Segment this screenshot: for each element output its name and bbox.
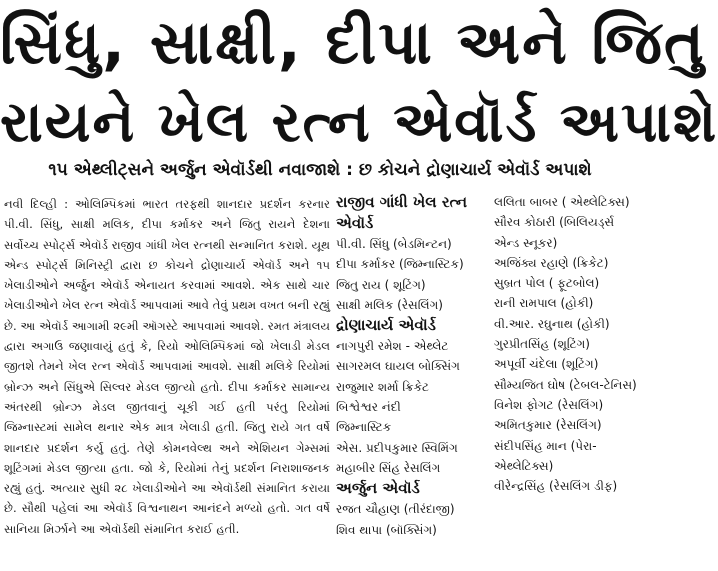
article-body <box>4 194 330 566</box>
list-item: જિતુ રાય ( શૂટિંગ) <box>336 277 426 292</box>
list-item: લલિતા બાબર ( એથ્લેટિક્સ) <box>494 195 630 209</box>
list-item: વિનેશ ફોગટ (રેસલિંગ) <box>494 397 604 412</box>
list-item: સાક્ષી મલિક (રેસલિંગ) <box>336 297 443 312</box>
list-item: અજિંક્ય રહાણે (ક્રિકેટ) <box>494 255 609 270</box>
list-item: રાજુમાર શર્મા ક્રિકેટ <box>336 379 430 394</box>
subheadline: ૧૫ એથ્લીટ્સને અર્જુન એવૉર્ડથી નવાજાશે : છ કોચને દ્રોણાચાર્ય એવૉર્ડ અપાશે <box>48 160 592 180</box>
list-item: સંદીપસિંહ માન (પેરા-એથ્લેટિક્સ) <box>494 438 597 473</box>
arjuna-heading: અર્જુન એવૉર્ડ <box>336 479 420 498</box>
list-item: એસ. પ્રદીપકુમાર સ્વિમિંગ <box>336 440 458 455</box>
list-item: શિવ થાપા (બૉક્સિંગ) <box>336 522 437 537</box>
awards-list-middle <box>336 192 488 540</box>
list-item: અમિતકુમાર (રેસલિંગ) <box>494 418 602 433</box>
list-item: રાની રામપાલ (હોકી) <box>494 296 594 311</box>
khel-ratna-heading: રાજીવ ગાંધી ખેલ રત્ન એવૉર્ડ <box>336 193 468 232</box>
list-item: પી.વી. સિંધુ (બેડમિન્ટન) <box>336 237 452 251</box>
dronacharya-heading: દ્રોણાચાર્ય એવૉર્ડ <box>336 316 436 335</box>
list-item: જિમ્નાસ્ટિક <box>336 420 392 435</box>
list-item: ગુરપ્રીતસિંહ (શૂટિંગ) <box>494 337 590 352</box>
list-item: દીપા કર્માકર (જિમ્નાસ્ટિક) <box>336 257 464 272</box>
list-item: સૌરવ કોઠારી (બિલિયર્ડ્સ એન્ડ સ્નૂકર) <box>494 215 615 250</box>
headline-line-1: સિંધુ, સાક્ષી, દીપા અને જિતુ <box>0 8 706 78</box>
headline-line-2: રાયને ખેલ રત્ન એવૉર્ડ અપાશે <box>0 90 718 155</box>
list-item: અપૂર્વી ચંદેલા (શૂટિંગ) <box>494 357 599 372</box>
awards-list-right <box>494 192 638 496</box>
list-item: નાગપુરી રમેશ - એથ્લેટ <box>336 339 449 354</box>
list-item: સૌમ્યજિત ઘોષ (ટેબલ-ટેનિસ) <box>494 377 637 392</box>
article-paragraph: નવી દિલ્હી : ઓલિમ્પિકમાં ભારત તરફથી શાનદાર પ્રદર્શન કરનાર પી.વી. સિંધુ, સાક્ષી મલિક, દીપા કર્માકર અને જિતુ રાયને દેશના સર્વોચ્ચ સ્પોર્ટ્સ એવૉર્ડ રાજીવ ગાંધી ખેલ રત્નથી સન્માનિત કરાશે. યૂથ એન્ડ સ્પોર્ટ્સ મિનિસ્ટ્રી દ્વારા છ કોચને દ્રોણાચાર્ય એવૉર્ડ અને ૧૫ ખેલાડીઓને અર્જુન એવૉર્ડ એનાયત કરવામાં આવશે. એક સાથે ચાર ખેલાડીઓને ખેલ રત્ન એવૉર્ડ આપવામાં આવે તેવું પ્રથમ વખત બની રહ્યું છે. આ એવૉર્ડ આગામી ૨૯મી ઑગસ્ટે આપવામાં આવશે. રમત મંત્રાલય દ્વારા અગાઉ જણાવાયું હતું કે, રિયો ઓલિમ્પિકમાં જો ખેલાડી મેડલ જીતશે તેમને ખેલ રત્ન એવૉર્ડ આપવામાં આવશે. સાક્ષી મલિકે રિયોમાં બ્રોન્ઝ અને સિંધુએ સિલ્વર મેડલ જીત્યો હતો. દીપા કર્માકર સામાન્ય અંતરથી બ્રોન્ઝ મેડલ જીતવાનું ચૂકી ગઈ હતી પરંતુ રિયોમાં જિમ્નાસ્ટમાં સામેલ થનાર એક માત્ર ખેલાડી હતી. જિતુ રાયે ગત વર્ષે શાનદાર પ્રદર્શન કર્યુ હતું. તેણે કોમનવેલ્થ અને એશિયન ગેમ્સમાં શૂટિંગમાં મેડલ જીત્યા હતા. જો કે, રિયોમાં તેનું પ્રદર્શન નિરાશાજનક રહ્યું હતું. અત્યાર સુધી ૨૮ ખેલાડીઓને આ એવૉર્ડથી સંમાનિત કરાયા છે. સૌથી પહેલાં આ એવૉર્ડ વિશ્વનાથન આનંદને મળ્યો હતો. ગત વર્ષે સાનિયા મિર્ઝાને આ એવૉર્ડથી સંમાનિત કરાઈ હતી. <box>4 197 330 536</box>
list-item: સાગરમલ ઘાયલ બોક્સિંગ <box>336 359 460 374</box>
list-item: સુબ્રત પોલ ( ફૂટબોલ) <box>494 276 600 291</box>
list-item: રજત ચૌહાણ (તીરંદાજી) <box>336 502 455 517</box>
list-item: મહાબીર સિંહ રેસલિંગ <box>336 460 441 475</box>
list-item: વી.આર. રઘુનાથ (હોકી) <box>494 316 610 331</box>
list-item: બિશ્વેશ્વર નંદી <box>336 400 401 415</box>
list-item: વીરેન્દ્રસિંહ (રેસલિંગ ડીફ) <box>494 479 618 494</box>
